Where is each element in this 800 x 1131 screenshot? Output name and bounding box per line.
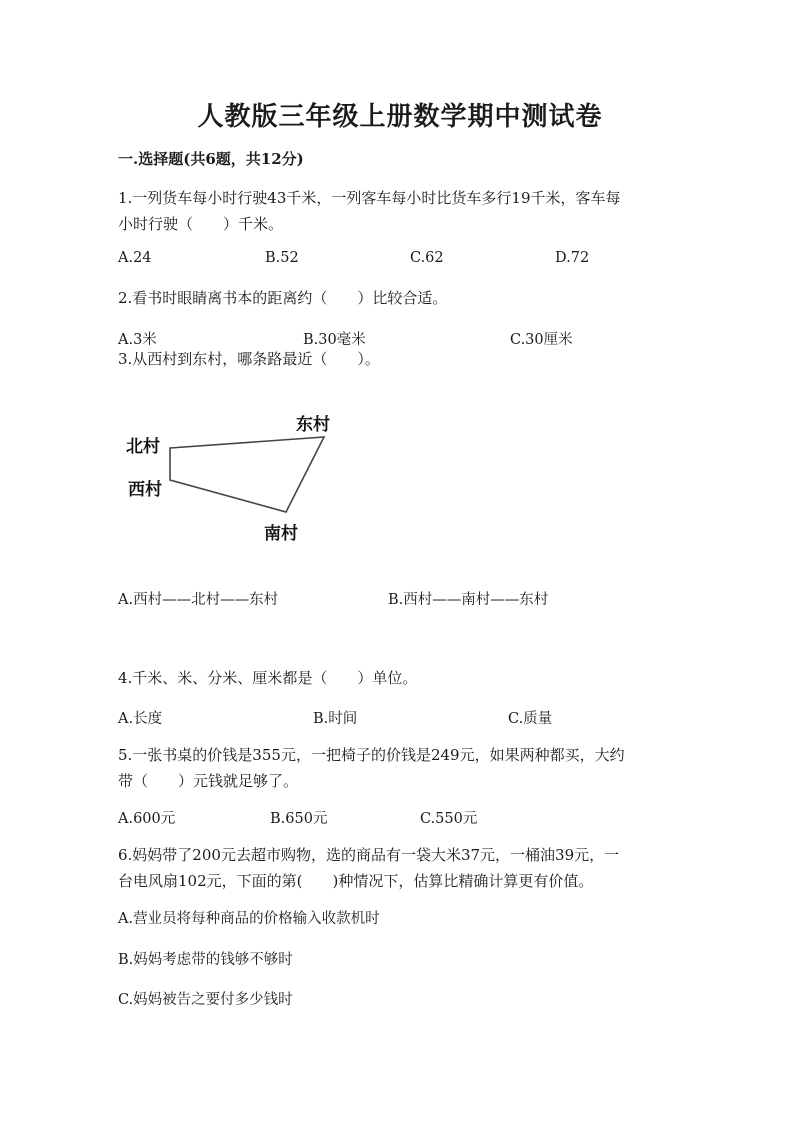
question-6-text <box>118 842 619 894</box>
q5-option-b[interactable]: B.650元 <box>270 811 328 827</box>
q1-option-d[interactable]: D.72 <box>555 250 590 266</box>
map-label-north: 北村 <box>126 437 160 457</box>
question-3-text: 3.从西村到东村，哪条路最近（ ）。 <box>118 350 380 368</box>
q6-option-a[interactable]: A.营业员将每种商品的价格输入收款机时 <box>118 911 380 927</box>
q2-option-a[interactable]: A.3米 <box>118 332 157 348</box>
question-1-line-2: 小时行驶（ ）千米。 <box>118 215 284 233</box>
q6-option-b[interactable]: B.妈妈考虑带的钱够不够时 <box>118 952 293 968</box>
map-label-east: 东村 <box>296 415 330 435</box>
question-6-line-2: 台电风扇102元，下面的第( )种情况下，估算比精确计算更有价值。 <box>118 872 594 890</box>
q2-option-c[interactable]: C.30厘米 <box>510 332 573 348</box>
question-6-line-1: 6.妈妈带了200元去超市购物，选的商品有一袋大米37元，一桶油39元，一 <box>118 846 620 864</box>
question-5-line-1: 5.一张书桌的价钱是355元，一把椅子的价钱是249元，如果两种都买，大约 <box>118 746 625 764</box>
map-label-west: 西村 <box>128 480 162 500</box>
question-1-text <box>118 185 621 237</box>
question-5-line-2: 带（ ）元钱就足够了。 <box>118 772 299 790</box>
q5-option-a[interactable]: A.600元 <box>118 811 176 827</box>
route-polygon <box>170 437 324 512</box>
village-map-figure <box>110 405 370 555</box>
q1-option-b[interactable]: B.52 <box>265 250 299 266</box>
question-1-line-1: 1.一列货车每小时行驶43千米，一列客车每小时比货车多行19千米，客车每 <box>118 189 621 207</box>
q5-option-c[interactable]: C.550元 <box>420 811 478 827</box>
question-5-text <box>118 742 625 794</box>
q4-option-b[interactable]: B.时间 <box>313 711 358 727</box>
map-label-south: 南村 <box>264 524 298 544</box>
q3-option-a[interactable]: A.西村——北村——东村 <box>118 592 279 608</box>
question-4-text: 4.千米、米、分米、厘米都是（ ）单位。 <box>118 669 418 687</box>
q6-option-c[interactable]: C.妈妈被告之要付多少钱时 <box>118 992 293 1008</box>
section-heading: 一.选择题(共6题，共12分) <box>118 150 304 168</box>
q1-option-c[interactable]: C.62 <box>410 250 444 266</box>
q2-option-b[interactable]: B.30毫米 <box>303 332 366 348</box>
q3-option-b[interactable]: B.西村——南村——东村 <box>388 592 549 608</box>
q4-option-a[interactable]: A.长度 <box>118 711 163 727</box>
question-2-text: 2.看书时眼睛离书本的距离约（ ）比较合适。 <box>118 289 448 307</box>
q4-option-c[interactable]: C.质量 <box>508 711 553 727</box>
q1-option-a[interactable]: A.24 <box>118 250 152 266</box>
page-title: 人教版三年级上册数学期中测试卷 <box>197 102 603 132</box>
